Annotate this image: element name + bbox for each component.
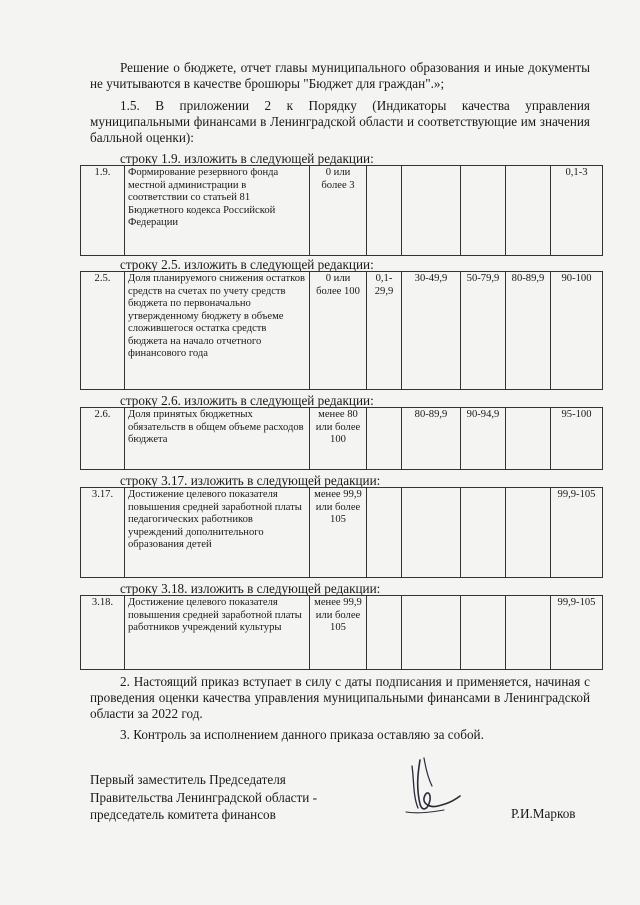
signatory-title-line-1: Первый заместитель Председателя bbox=[90, 772, 286, 787]
handwritten-signature bbox=[398, 752, 468, 822]
indicator-table-2-5 bbox=[80, 271, 603, 390]
score-cell-5: 90-100 bbox=[551, 272, 603, 390]
score-cell-3 bbox=[461, 596, 506, 670]
table-row bbox=[81, 166, 603, 256]
score-cell-2: 80-89,9 bbox=[402, 408, 461, 470]
score-cell-3: 90-94,9 bbox=[461, 408, 506, 470]
signatory-title-line-3: председатель комитета финансов bbox=[90, 807, 276, 822]
score-cell-3 bbox=[461, 166, 506, 256]
indicator-table-1-9 bbox=[80, 165, 603, 256]
score-cell-4 bbox=[506, 488, 551, 578]
indicator-table-3-17 bbox=[80, 487, 603, 578]
indicator-table-2-6 bbox=[80, 407, 603, 470]
indicator-name: Доля принятых бюджетных обязательств в общем объеме расходов бюджета bbox=[125, 408, 310, 470]
score-cell-2 bbox=[402, 488, 461, 578]
score-cell-0: 0 или более 100 bbox=[310, 272, 367, 390]
score-cell-3: 50-79,9 bbox=[461, 272, 506, 390]
closing-paragraph-3: 3. Контроль за исполнением данного приказа оставляю за собой. bbox=[120, 727, 484, 742]
signatory-title bbox=[90, 771, 317, 824]
score-cell-0: менее 99,9 или более 105 bbox=[310, 488, 367, 578]
score-cell-5: 99,9-105 bbox=[551, 488, 603, 578]
signatory-name: Р.И.Марков bbox=[511, 806, 576, 821]
score-cell-4: 80-89,9 bbox=[506, 272, 551, 390]
score-cell-2 bbox=[402, 166, 461, 256]
score-cell-0: менее 80 или более 100 bbox=[310, 408, 367, 470]
score-cell-2 bbox=[402, 596, 461, 670]
table-row bbox=[81, 596, 603, 670]
indicator-name: Доля планируемого снижения остатков средств на счетах по учету средств бюджета по первоначально утвержденному бюджету в объеме сложившегося остатка средств бюджета на начало отчетного финансового года bbox=[125, 272, 310, 390]
indicator-name: Формирование резервного фонда местной администрации в соответствии со статьей 81 Бюджетного кодекса Российской Федерации bbox=[125, 166, 310, 256]
score-cell-5: 99,9-105 bbox=[551, 596, 603, 670]
score-cell-1: 0,1-29,9 bbox=[367, 272, 402, 390]
table-row bbox=[81, 408, 603, 470]
score-cell-2: 30-49,9 bbox=[402, 272, 461, 390]
row-number: 3.17. bbox=[81, 488, 125, 578]
intro-paragraph-2: 1.5. В приложении 2 к Порядку (Индикаторы качества управления муниципальными финансами в Ленинградской области и соответствующие им значения балльной оценки): bbox=[90, 98, 590, 145]
table-row bbox=[81, 272, 603, 390]
score-cell-1 bbox=[367, 166, 402, 256]
section-caption: строку 3.17. изложить в следующей редакции: bbox=[120, 473, 381, 488]
section-caption: строку 2.6. изложить в следующей редакции: bbox=[120, 393, 374, 408]
indicator-name: Достижение целевого показателя повышения средней заработной платы педагогических работников учреждений дополнительного образования детей bbox=[125, 488, 310, 578]
row-number: 2.5. bbox=[81, 272, 125, 390]
table-row bbox=[81, 488, 603, 578]
score-cell-4 bbox=[506, 166, 551, 256]
section-caption: строку 3.18. изложить в следующей редакции: bbox=[120, 581, 381, 596]
score-cell-1 bbox=[367, 488, 402, 578]
score-cell-0: 0 или более 3 bbox=[310, 166, 367, 256]
row-number: 1.9. bbox=[81, 166, 125, 256]
score-cell-4 bbox=[506, 408, 551, 470]
score-cell-5: 95-100 bbox=[551, 408, 603, 470]
section-caption: строку 2.5. изложить в следующей редакции: bbox=[120, 257, 374, 272]
closing-paragraph-2: 2. Настоящий приказ вступает в силу с даты подписания и применяется, начиная с проведения оценки качества управления муниципальными финансами в Ленинградской области за 2022 год. bbox=[90, 674, 590, 721]
score-cell-1 bbox=[367, 596, 402, 670]
score-cell-0: менее 99,9 или более 105 bbox=[310, 596, 367, 670]
section-caption: строку 1.9. изложить в следующей редакции: bbox=[120, 151, 374, 166]
intro-paragraph-1: Решение о бюджете, отчет главы муниципального образования и иные документы не учитываются в качестве брошюры "Бюджет для граждан".»; bbox=[90, 60, 590, 91]
indicator-name: Достижение целевого показателя повышения средней заработной платы работников учреждений культуры bbox=[125, 596, 310, 670]
score-cell-5: 0,1-3 bbox=[551, 166, 603, 256]
signatory-title-line-2: Правительства Ленинградской области - bbox=[90, 789, 318, 805]
score-cell-3 bbox=[461, 488, 506, 578]
indicator-table-3-18 bbox=[80, 595, 603, 670]
score-cell-1 bbox=[367, 408, 402, 470]
row-number: 2.6. bbox=[81, 408, 125, 470]
row-number: 3.18. bbox=[81, 596, 125, 670]
score-cell-4 bbox=[506, 596, 551, 670]
